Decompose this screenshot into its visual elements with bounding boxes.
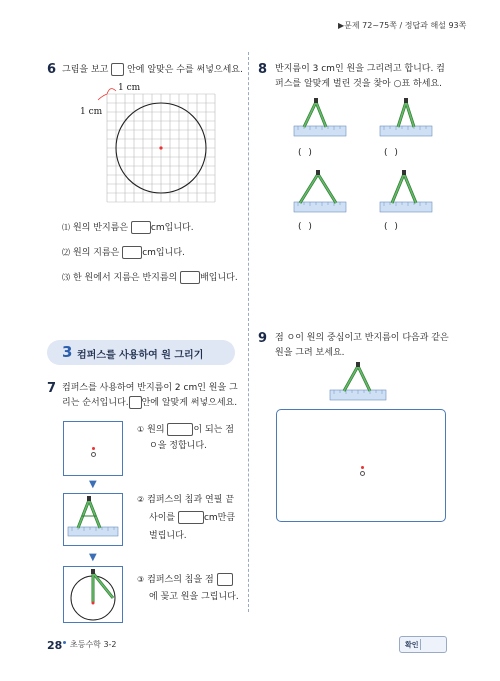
section-title: 컴퍼스를 사용하여 원 그리기 bbox=[77, 350, 204, 361]
question-7-number: 7 bbox=[47, 381, 57, 396]
answer-box[interactable] bbox=[178, 511, 204, 524]
q6-item-2 bbox=[62, 244, 185, 262]
question-7-text: 안에 알맞게 써넣으세요. bbox=[141, 398, 238, 408]
circle-center-dot bbox=[159, 146, 162, 149]
center-dot bbox=[361, 466, 364, 469]
arrow-down-icon: ▼ bbox=[89, 552, 97, 563]
section-banner bbox=[47, 340, 235, 365]
item-number: ⑴ bbox=[62, 223, 70, 232]
item-text: 원의 반지름은 bbox=[73, 223, 129, 233]
question-6-text-a: 그림을 보고 bbox=[62, 65, 109, 75]
question-9-line1: 점 ㅇ이 원의 중심이고 반지름이 다음과 같은 bbox=[275, 333, 449, 343]
question-6-number: 6 bbox=[47, 62, 57, 77]
compass-on-ruler-svg bbox=[64, 494, 122, 545]
step-3-figure bbox=[63, 566, 123, 623]
step-text: 에 꽂고 원을 그립니다. bbox=[149, 592, 239, 602]
circle-grid-figure bbox=[82, 82, 222, 207]
item-text: 배입니다. bbox=[200, 273, 238, 283]
question-6-text-b: 안에 알맞은 수를 써넣으세요. bbox=[127, 65, 243, 75]
answer-parentheses[interactable]: ( ) bbox=[384, 148, 400, 158]
answer-parentheses[interactable]: ( ) bbox=[298, 222, 314, 232]
page-reference: ▶문제 72~75쪽 / 정답과 해설 93쪽 bbox=[338, 21, 467, 30]
step-text: 원의 bbox=[147, 425, 165, 435]
page-number: 28 bbox=[47, 639, 63, 652]
step-number: ① bbox=[137, 425, 145, 434]
answer-box[interactable] bbox=[167, 423, 193, 436]
compass-option-1[interactable] bbox=[292, 98, 348, 143]
compass-option-3[interactable] bbox=[292, 170, 348, 219]
question-7-text: 리는 순서입니다. bbox=[62, 398, 129, 408]
point-o bbox=[91, 452, 96, 457]
compass-option-2[interactable] bbox=[378, 98, 434, 143]
label-1cm-side: 1 cm bbox=[80, 107, 103, 117]
column-divider bbox=[248, 52, 249, 612]
compass-drawing-circle-svg bbox=[64, 567, 122, 622]
question-6-text bbox=[62, 63, 243, 78]
question-7-line2 bbox=[62, 396, 237, 411]
answer-box[interactable] bbox=[122, 246, 142, 259]
item-number: ⑵ bbox=[62, 248, 70, 257]
q6-item-3 bbox=[62, 269, 238, 287]
compass-option-4[interactable] bbox=[378, 170, 434, 219]
step-text: 컴퍼스의 침과 연필 끝 bbox=[147, 495, 235, 505]
check-label: 확인 bbox=[405, 641, 419, 649]
question-8-number: 8 bbox=[258, 62, 268, 77]
step-text: cm만큼 bbox=[203, 513, 236, 523]
check-box[interactable] bbox=[399, 636, 447, 653]
compass-ruler-svg bbox=[378, 170, 434, 216]
center-dot bbox=[92, 447, 95, 450]
point-o bbox=[360, 471, 365, 476]
compass-ruler-svg bbox=[378, 98, 434, 140]
answer-parentheses[interactable]: ( ) bbox=[384, 222, 400, 232]
q9-compass-example bbox=[328, 362, 388, 407]
step-text: 이 되는 점 bbox=[193, 425, 234, 435]
answer-box[interactable] bbox=[111, 63, 124, 76]
step-2-text bbox=[137, 491, 234, 509]
step-2-figure bbox=[63, 493, 123, 546]
answer-parentheses[interactable]: ( ) bbox=[298, 148, 314, 158]
question-8-line2: 퍼스를 알맞게 벌린 것을 찾아 ○표 하세요. bbox=[275, 79, 442, 89]
check-divider bbox=[420, 639, 421, 650]
step-number: ② bbox=[137, 495, 145, 504]
item-text: 한 원에서 지름은 반지름의 bbox=[73, 273, 178, 283]
compass-ruler-svg bbox=[292, 170, 348, 216]
question-9-line2: 원을 그려 보세요. bbox=[275, 348, 345, 358]
answer-box[interactable] bbox=[131, 221, 151, 234]
question-8-line1: 반지름이 3 cm인 원을 그리려고 합니다. 컴 bbox=[275, 64, 445, 74]
answer-box[interactable] bbox=[217, 573, 233, 586]
drawing-area[interactable] bbox=[276, 409, 446, 522]
question-7-line1: 컴퍼스를 사용하여 반지름이 2 cm인 원을 그 bbox=[62, 383, 238, 393]
item-text: 원의 지름은 bbox=[73, 248, 120, 258]
step-text: 컴퍼스의 침을 점 bbox=[147, 575, 214, 585]
footer-bullet bbox=[63, 641, 66, 644]
question-9-number: 9 bbox=[258, 331, 268, 346]
step-text: ㅇ을 정합니다. bbox=[149, 441, 207, 451]
label-1cm-top: 1 cm bbox=[118, 83, 141, 93]
step-1-figure bbox=[63, 421, 123, 476]
book-title: 초등수학 3-2 bbox=[70, 640, 117, 649]
step-text: 벌립니다. bbox=[149, 531, 187, 541]
step-3-text bbox=[137, 571, 233, 589]
compass-ruler-svg bbox=[328, 362, 388, 404]
step-text: 사이를 bbox=[149, 513, 176, 523]
item-number: ⑶ bbox=[62, 273, 70, 282]
item-text: cm입니다. bbox=[150, 223, 194, 233]
section-number: 3 bbox=[62, 343, 73, 361]
step-number: ③ bbox=[137, 575, 145, 584]
q6-item-1 bbox=[62, 219, 194, 237]
compass-ruler-svg bbox=[292, 98, 348, 140]
item-text: cm입니다. bbox=[142, 248, 185, 258]
answer-box[interactable] bbox=[129, 396, 142, 409]
arrow-down-icon: ▼ bbox=[89, 479, 97, 490]
step-2-text-2 bbox=[149, 509, 235, 527]
grid-svg bbox=[82, 82, 222, 204]
answer-box[interactable] bbox=[180, 271, 200, 284]
